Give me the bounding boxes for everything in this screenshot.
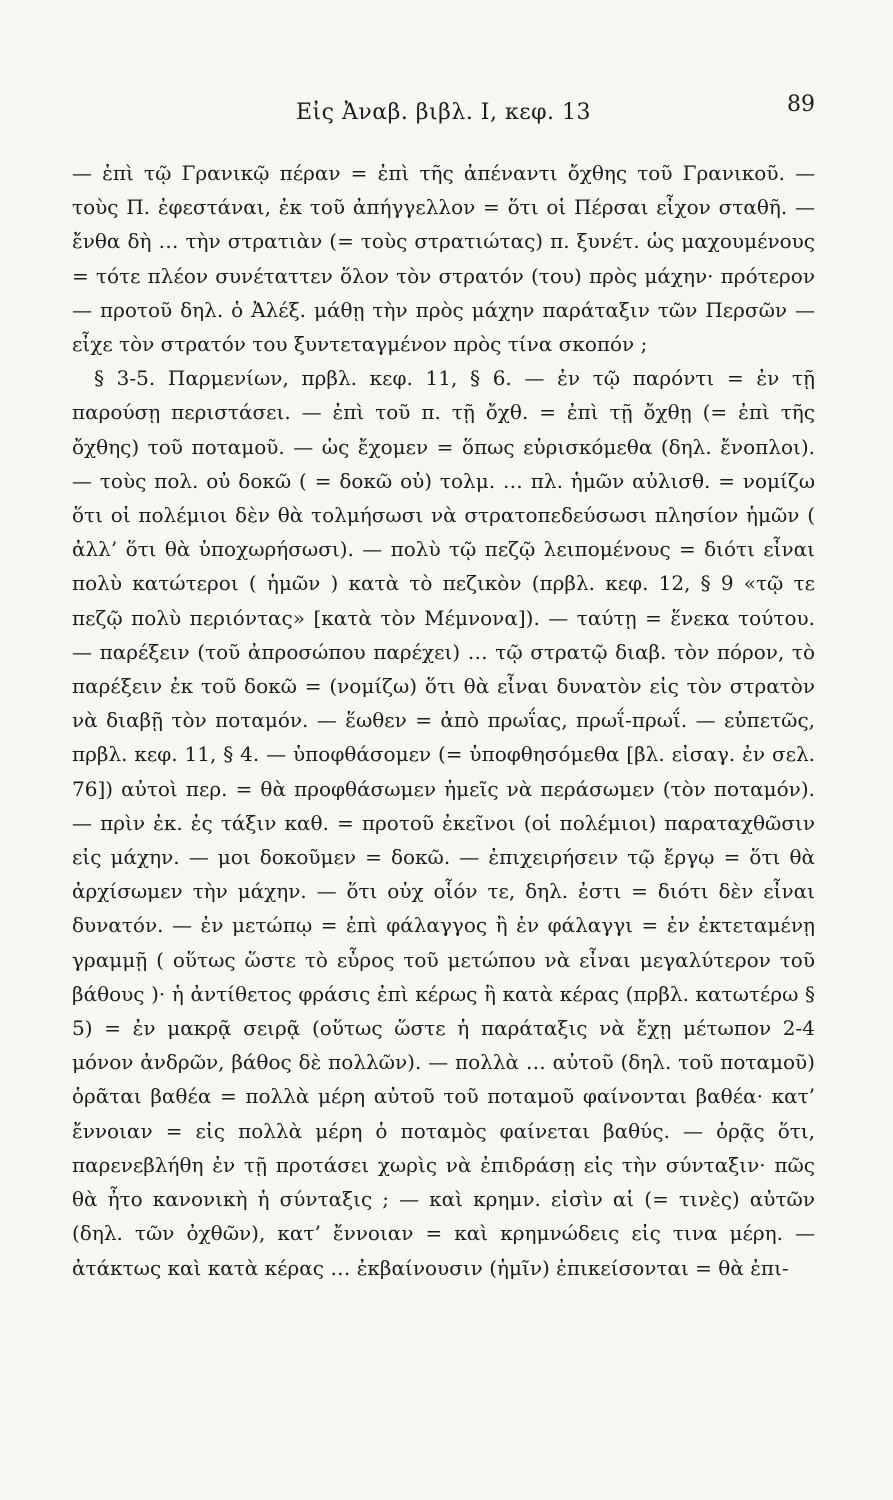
paragraph: § 3-5. Παρμενίων, πρβλ. κεφ. 11, § 6. — ἐν τῷ παρόντι = ἐν τῇ παρούσῃ περιστάσει. — ἐπὶ τοῦ π. τῇ ὄχθ. = ἐπὶ τῇ ὄχθῃ (= ἐπὶ τῆς ὄχθης) τοῦ ποταμοῦ. — ὡς ἔχομεν = ὅπως εὑρισκόμεθα (δηλ. ἔνοπλοι). — τοὺς πολ. οὐ δοκῶ ( = δοκῶ οὐ) τολμ. … πλ. ἡμῶν αὐλισθ. = νομίζω ὅτι οἱ πολέμιοι δὲν θὰ τολμήσωσι νὰ στρατοπεδεύσωσι πλησίον ἡμῶν ( ἀλλ’ ὅτι θὰ ὑποχωρήσωσι). — πολὺ τῷ πεζῷ λειπομένους = διότι εἶναι πολὺ κατώτεροι ( ἡμῶν ) κατὰ τὸ πεζικὸν (πρβλ. κεφ. 12, § 9 «τῷ τε πεζῷ πολὺ περιόντας» [κατὰ τὸν Μέμνονα]). — ταύτῃ = ἕνεκα τούτου. — παρέξειν (τοῦ ἀπροσώπου παρέχει) … τῷ στρατῷ διαβ. τὸν πόρον, τὸ παρέξειν ἐκ τοῦ δοκῶ = (νομίζω) ὅτι θὰ εἶναι δυνατὸν εἰς τὸν στρατὸν νὰ διαβῇ τὸν ποταμόν. — ἕωθεν = ἀπὸ πρωΐας, πρωΐ-πρωΐ. — εὐπετῶς, πρβλ. κεφ. 11, § 4. — ὑποφθάσομεν (= ὑποφθησόμεθα [βλ. εἰσαγ. ἐν σελ. 76]) αὐτοὶ περ. = θὰ προφθάσωμεν ἡμεῖς νὰ περάσωμεν (τὸν ποταμόν). — πρὶν ἐκ. ἐς τάξιν καθ. = προτοῦ ἐκεῖνοι (οἱ πολέμιοι) παραταχθῶσιν εἰς μάχην. — μοι δοκοῦμεν = δοκῶ. — ἐπιχειρήσειν τῷ ἔργῳ = ὅτι θὰ ἀρχίσωμεν τὴν μάχην. — ὅτι οὐχ οἷόν τε, δηλ. ἐστι = διότι δὲν εἶναι δυνατόν. — ἐν μετώπῳ = ἐπὶ φάλαγγος ἢ ἐν φάλαγγι = ἐν ἐκτεταμένῃ γραμμῇ ( οὕτως ὥστε τὸ εὖρος τοῦ μετώπου νὰ εἶναι μεγαλύτερον τοῦ βάθους )· ἡ ἀντίθετος φράσις ἐπὶ κέρως ἢ κατὰ κέρας (πρβλ. κατωτέρω § 5) = ἐν μακρᾷ σειρᾷ (οὕτως ὥστε ἡ παράταξις νὰ ἔχῃ μέτωπον 2-4 μόνον ἀνδρῶν, βάθος δὲ πολλῶν). — πολλὰ … αὐτοῦ (δηλ. τοῦ ποταμοῦ) ὁρᾶται βαθέα = πολλὰ μέρη αὐτοῦ τοῦ ποταμοῦ φαίνονται βαθέα· κατ’ ἔννοιαν = εἰς πολλὰ μέρη ὁ ποταμὸς φαίνεται βαθύς. — ὁρᾷς ὅτι, παρενεβλήθη ἐν τῇ προτάσει χωρὶς νὰ ἐπιδράσῃ εἰς τὴν σύνταξιν· πῶς θὰ ἦτο κανονικὴ ἡ σύνταξις ; — καὶ κρημν. εἰσὶν αἱ (= τινὲς) αὐτῶν (δηλ. τῶν ὀχθῶν), κατ’ ἔννοιαν = καὶ κρημνώδεις εἰς τινα μέρη. — ἀτάκτως καὶ κατὰ κέρας … ἐκβαίνουσιν (ἡμῖν) ἐπικείσονται = θὰ ἐπι- <box>72 366 815 1280</box>
page-header <box>72 92 815 136</box>
paragraph: — ἐπὶ τῷ Γρανικῷ πέραν = ἐπὶ τῆς ἀπέναντι ὄχθης τοῦ Γρανικοῦ. — τοὺς Π. ἐφεστάναι, ἐκ τοῦ ἀπήγγελλον = ὅτι οἱ Πέρσαι εἶχον σταθῆ. — ἔνθα δὴ … τὴν στρατιὰν (= τοὺς στρατιώτας) π. ξυνέτ. ὡς μαχουμένους = τότε πλέον συνέταττεν ὅλον τὸν στρατόν (του) πρὸς μάχην· πρότερον — προτοῦ δηλ. ὁ Ἀλέξ. μάθῃ τὴν πρὸς μάχην παράταξιν τῶν Περσῶν — εἶχε τὸν στρατόν του ξυντεταγμένον πρὸς τίνα σκοπόν ; <box>72 161 815 357</box>
page-number: 89 <box>787 92 815 117</box>
running-head: Εἰς Ἀναβ. βιβλ. I, κεφ. 13 <box>295 100 592 125</box>
commentary-text <box>72 156 815 1285</box>
